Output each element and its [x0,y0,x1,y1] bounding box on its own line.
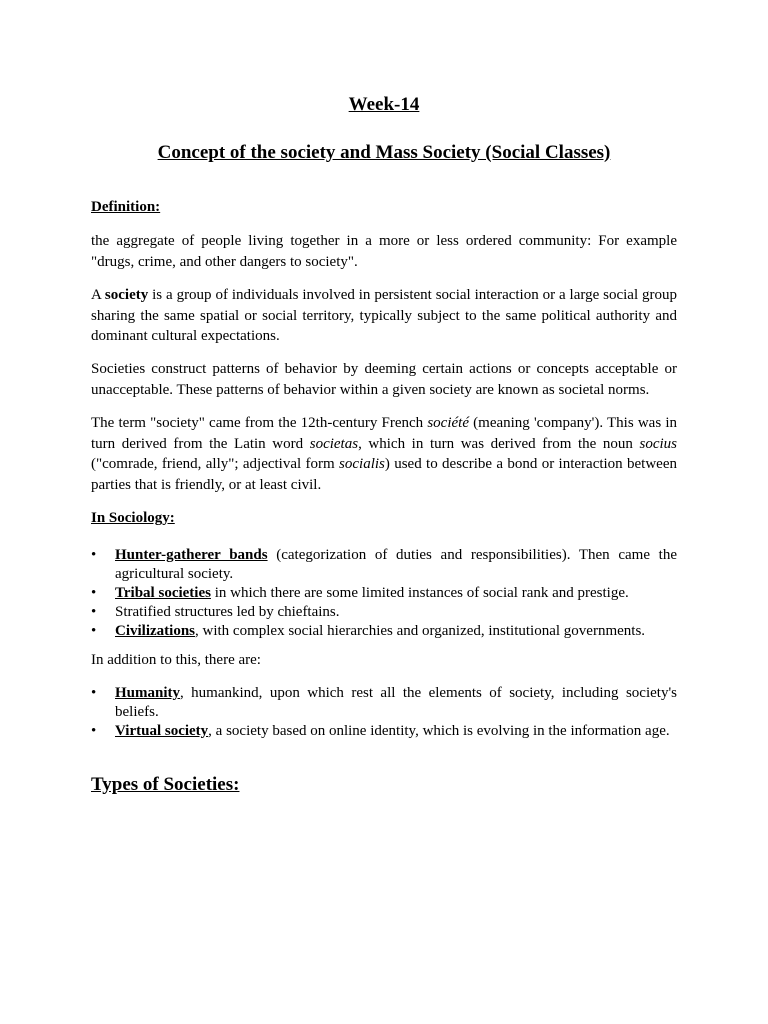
list-term: Humanity [115,685,181,701]
etymology-e: , which in turn was derived from the noun [358,435,640,452]
sociology-heading [91,509,677,527]
bullet-icon: • [91,623,97,639]
definition-heading [91,198,677,216]
list-text: , with complex social hierarchies and organized, institutional governments. [195,623,646,639]
additional-list [91,684,677,741]
etymology-a: The term "society" came from the 12th-century French [91,415,428,431]
list-term: Tribal societies [115,585,211,601]
document-title: Concept of the society and Mass Society (Social Classes) [157,142,611,163]
list-text: Stratified structures led by chieftains. [115,604,340,620]
etymology-c: (meaning 'company'). This was in turn derived from the Latin word [91,415,678,452]
definition-heading-text: Definition: [91,199,161,215]
society-rest: is a group of individuals involved in persistent social interaction or a large social group sharing the same spatial or social territory, typically subject to the same political authority and dominant cultural expectations. [91,287,677,345]
etymology-i: ) used to describe a bond or interaction between parties that is friendly, or at least civil. [91,456,678,494]
society-term: society [104,287,149,303]
bullet-icon: • [91,585,97,601]
etymology-societas: societas [309,435,359,452]
list-item [91,622,677,641]
list-term: Hunter-gatherer bands [115,547,268,563]
norms-paragraph [91,359,677,400]
list-text: , a society based on online identity, which is evolving in the information age. [208,723,670,739]
etymology-g: ("comrade, friend, ally"; adjectival form [91,456,340,473]
bullet-icon: • [91,685,97,701]
bullet-icon: • [91,547,97,563]
etymology-socius: socius [639,435,678,452]
society-prefix: A [91,287,105,303]
list-item [91,722,677,741]
list-text: , humankind, upon which rest all the elements of society, including society's beliefs. [115,685,677,720]
list-text: in which there are some limited instances of social rank and prestige. [210,585,629,601]
sociology-heading-text: In Sociology: [91,510,175,526]
list-item [91,584,677,603]
types-heading: Types of Societies: [91,774,240,795]
list-item [91,684,677,722]
norms-text: Societies construct patterns of behavior by deeming certain actions or concepts acceptable or unacceptable. These patterns of behavior within a given society are known as societal norms. [91,361,677,398]
etymology-paragraph [91,413,677,496]
list-term: Civilizations [115,623,196,639]
etymology-socialis: socialis [339,456,385,473]
list-text: (categorization of duties and responsibilities). Then came the agricultural society. [115,547,677,582]
addition-text: In addition to this, there are: [91,652,261,668]
bullet-icon: • [91,604,97,620]
sociology-list [91,546,677,641]
list-term: Virtual society [115,723,209,739]
etymology-societe: société [427,415,469,431]
society-text [91,285,677,347]
definition-text: the aggregate of people living together in a more or less ordered community: For example "drugs, crime, and other dangers to society". [91,233,677,270]
list-item [91,603,677,622]
list-item [91,546,677,584]
society-paragraph [91,285,677,347]
addition-paragraph [91,650,677,671]
etymology-text [91,413,677,496]
definition-paragraph [91,231,677,272]
bullet-icon: • [91,723,97,739]
week-heading: Week-14 [348,94,420,115]
